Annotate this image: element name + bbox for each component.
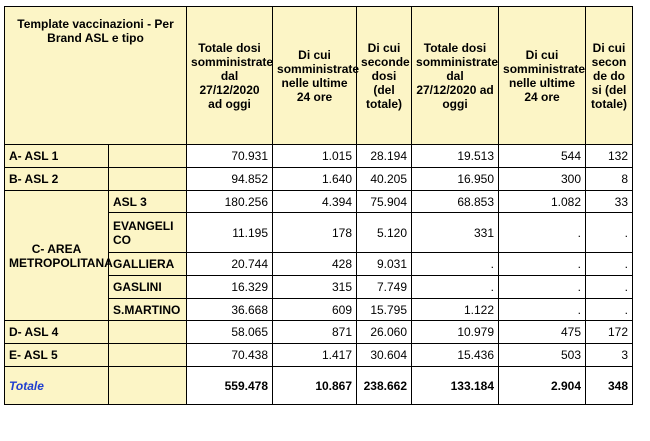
cell: 26.060 xyxy=(357,321,412,344)
table-row xyxy=(5,344,633,367)
group-label: C- AREA METROPOLITANA xyxy=(5,191,109,321)
cell: 15.795 xyxy=(357,299,412,321)
cell: . xyxy=(499,253,586,276)
cell: 1.015 xyxy=(273,145,357,168)
row-label: B- ASL 2 xyxy=(5,168,109,191)
row-sublabel: ASL 3 xyxy=(109,191,187,213)
cell: 3 xyxy=(586,344,633,367)
cell: 20.744 xyxy=(187,253,273,276)
row-sublabel xyxy=(109,145,187,168)
cell: 75.904 xyxy=(357,191,412,213)
table-row xyxy=(5,145,633,168)
total-row xyxy=(5,367,633,405)
cell: 10.867 xyxy=(273,367,357,405)
row-sublabel: EVANGELICO xyxy=(109,213,187,253)
row-sublabel xyxy=(109,321,187,344)
cell: 4.394 xyxy=(273,191,357,213)
cell: 1.640 xyxy=(273,168,357,191)
cell: 8 xyxy=(586,168,633,191)
cell: 2.904 xyxy=(499,367,586,405)
cell: . xyxy=(586,276,633,299)
total-label: Totale xyxy=(5,367,109,405)
row-sublabel xyxy=(109,344,187,367)
col-last-24h-2: Di cui somministrate nelle ultime 24 ore xyxy=(499,7,586,145)
cell: 70.438 xyxy=(187,344,273,367)
col-total-doses: Totale dosi somministrate dal 27/12/2020 ad oggi xyxy=(187,7,273,145)
cell: 58.065 xyxy=(187,321,273,344)
table-title: Template vaccinazioni - Per Brand ASL e tipo xyxy=(5,7,187,145)
cell: 475 xyxy=(499,321,586,344)
cell: 348 xyxy=(586,367,633,405)
cell: 36.668 xyxy=(187,299,273,321)
row-sublabel: GASLINI xyxy=(109,276,187,299)
cell: 5.120 xyxy=(357,213,412,253)
cell: 503 xyxy=(499,344,586,367)
table-row xyxy=(5,168,633,191)
cell: 331 xyxy=(412,213,499,253)
cell: 871 xyxy=(273,321,357,344)
cell: 238.662 xyxy=(357,367,412,405)
cell: 94.852 xyxy=(187,168,273,191)
cell: 11.195 xyxy=(187,213,273,253)
cell: 1.082 xyxy=(499,191,586,213)
cell: 19.513 xyxy=(412,145,499,168)
cell: 9.031 xyxy=(357,253,412,276)
col-last-24h: Di cui somministrate nelle ultime 24 ore xyxy=(273,7,357,145)
table-row xyxy=(5,321,633,344)
vaccination-table xyxy=(4,6,633,405)
cell: 1.122 xyxy=(412,299,499,321)
cell: 428 xyxy=(273,253,357,276)
cell: . xyxy=(412,276,499,299)
row-label: E- ASL 5 xyxy=(5,344,109,367)
cell: 172 xyxy=(586,321,633,344)
cell: 70.931 xyxy=(187,145,273,168)
header-row xyxy=(5,7,633,145)
cell: 10.979 xyxy=(412,321,499,344)
row-label: D- ASL 4 xyxy=(5,321,109,344)
cell: 40.205 xyxy=(357,168,412,191)
cell: 7.749 xyxy=(357,276,412,299)
cell: 544 xyxy=(499,145,586,168)
cell: 609 xyxy=(273,299,357,321)
cell: 15.436 xyxy=(412,344,499,367)
cell: 133.184 xyxy=(412,367,499,405)
col-second-doses-2: Di cui seconde dosi (del totale) xyxy=(586,7,633,145)
cell: . xyxy=(586,299,633,321)
cell: . xyxy=(499,213,586,253)
cell: 1.417 xyxy=(273,344,357,367)
row-sublabel: S.MARTINO xyxy=(109,299,187,321)
cell: 16.950 xyxy=(412,168,499,191)
cell: 180.256 xyxy=(187,191,273,213)
cell: 315 xyxy=(273,276,357,299)
table-row xyxy=(5,191,633,213)
cell: 178 xyxy=(273,213,357,253)
row-sublabel xyxy=(109,367,187,405)
cell: 559.478 xyxy=(187,367,273,405)
cell: . xyxy=(499,276,586,299)
cell: 68.853 xyxy=(412,191,499,213)
cell: . xyxy=(412,253,499,276)
row-sublabel: GALLIERA xyxy=(109,253,187,276)
cell: 30.604 xyxy=(357,344,412,367)
cell: 300 xyxy=(499,168,586,191)
col-second-doses: Di cui seconde dosi (del totale) xyxy=(357,7,412,145)
cell: 132 xyxy=(586,145,633,168)
cell: 33 xyxy=(586,191,633,213)
col-total-doses-2: Totale dosi somministrate dal 27/12/2020 ad oggi xyxy=(412,7,499,145)
cell: 16.329 xyxy=(187,276,273,299)
cell: . xyxy=(499,299,586,321)
cell: . xyxy=(586,213,633,253)
cell: . xyxy=(586,253,633,276)
cell: 28.194 xyxy=(357,145,412,168)
row-label: A- ASL 1 xyxy=(5,145,109,168)
row-sublabel xyxy=(109,168,187,191)
